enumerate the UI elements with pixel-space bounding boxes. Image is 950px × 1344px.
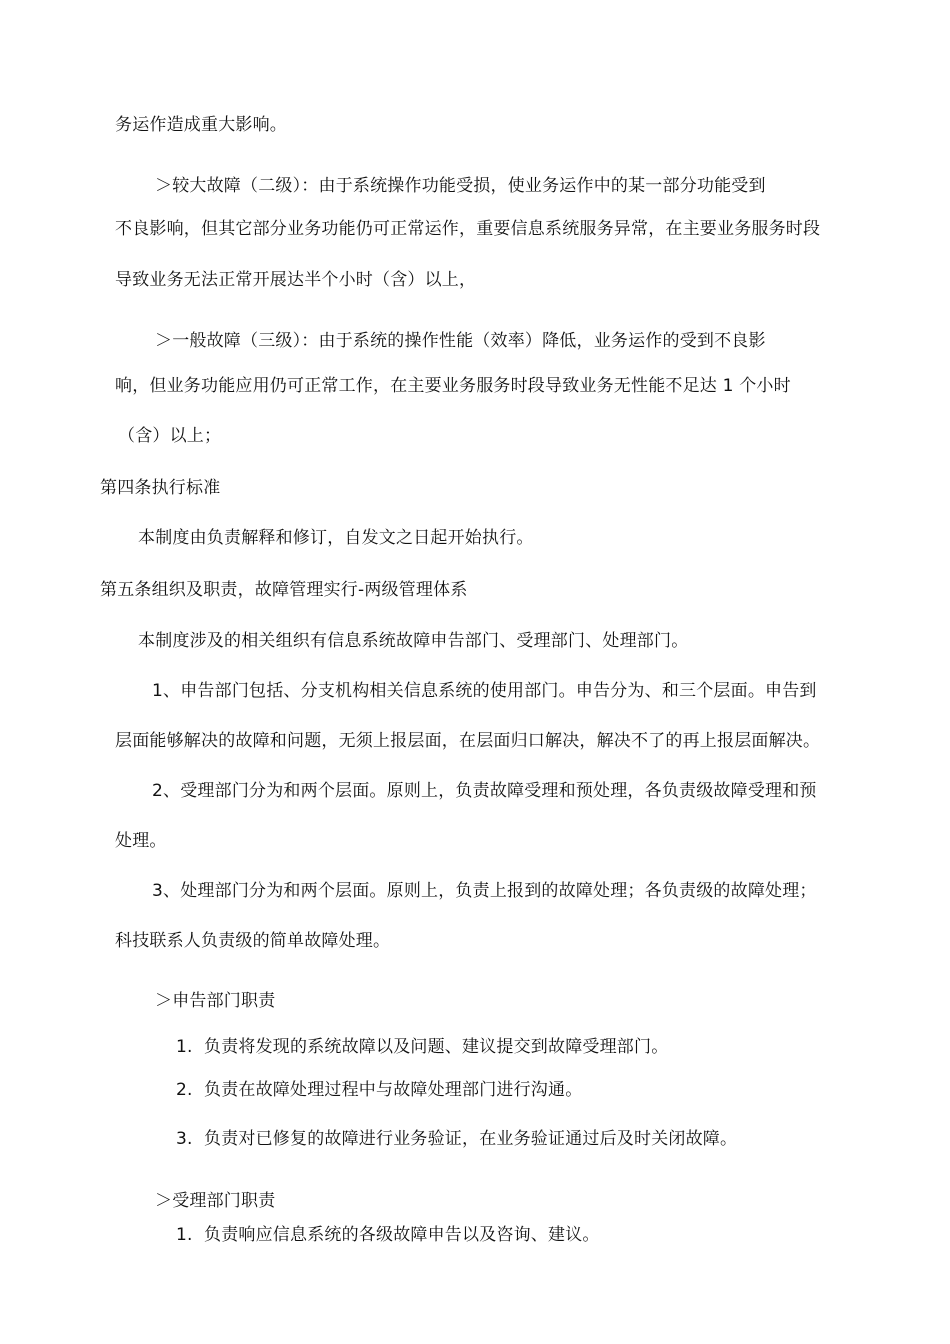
paragraph-line: 3、处理部门分为和两个层面。原则上，负责上报到的故障处理；各负责级的故障处理；: [152, 881, 817, 901]
list-number: 2.: [176, 1080, 193, 1100]
paragraph-line: 响，但业务功能应用仍可正常工作，在主要业务服务时段导致业务无性能不足达 1 个小时: [115, 376, 791, 396]
list-item: [176, 1224, 600, 1246]
paragraph-line: （含）以上；: [118, 426, 222, 446]
paragraph-line: 不良影响，但其它部分业务功能仍可正常运作，重要信息系统服务异常，在主要业务服务时段: [115, 219, 821, 239]
list-number: 1.: [176, 1037, 193, 1057]
list-text: 负责响应信息系统的各级故障申告以及咨询、建议。: [204, 1225, 600, 1245]
list-number: 3.: [176, 1129, 193, 1149]
list-item: [176, 1036, 668, 1058]
paragraph-line: 导致业务无法正常开展达半个小时（含）以上，: [115, 270, 477, 290]
subsection-heading: ＞申告部门职责: [155, 991, 276, 1011]
paragraph-line: 本制度涉及的相关组织有信息系统故障申告部门、受理部门、处理部门。: [138, 631, 689, 651]
paragraph-line: 1、申告部门包括、分支机构相关信息系统的使用部门。申告分为、和三个层面。申告到: [152, 681, 817, 701]
paragraph-line: 本制度由负责解释和修订，自发文之日起开始执行。: [138, 528, 534, 548]
list-text: 负责在故障处理过程中与故障处理部门进行沟通。: [204, 1080, 583, 1100]
paragraph-line: 2、受理部门分为和两个层面。原则上，负责故障受理和预处理，各负责级故障受理和预: [152, 781, 817, 801]
paragraph-line: 科技联系人负责级的简单故障处理。: [115, 931, 391, 951]
paragraph-line: ＞较大故障（二级）：由于系统操作功能受损，使业务运作中的某一部分功能受到: [155, 176, 766, 196]
paragraph-line: ＞一般故障（三级）：由于系统的操作性能（效率）降低，业务运作的受到不良影: [155, 331, 766, 351]
section-heading: 第四条执行标准: [100, 478, 221, 498]
list-item: [176, 1128, 737, 1150]
list-text: 负责对已修复的故障进行业务验证，在业务验证通过后及时关闭故障。: [204, 1129, 738, 1149]
paragraph-line: 务运作造成重大影响。: [115, 115, 287, 135]
list-number: 1.: [176, 1225, 193, 1245]
list-item: [176, 1079, 582, 1101]
section-heading: 第五条组织及职责，故障管理实行-两级管理体系: [100, 580, 468, 600]
paragraph-line: 处理。: [115, 831, 167, 851]
paragraph-line: 层面能够解决的故障和问题，无须上报层面，在层面归口解决，解决不了的再上报层面解决。: [115, 731, 821, 751]
list-text: 负责将发现的系统故障以及问题、建议提交到故障受理部门。: [204, 1037, 669, 1057]
subsection-heading: ＞受理部门职责: [155, 1191, 276, 1211]
